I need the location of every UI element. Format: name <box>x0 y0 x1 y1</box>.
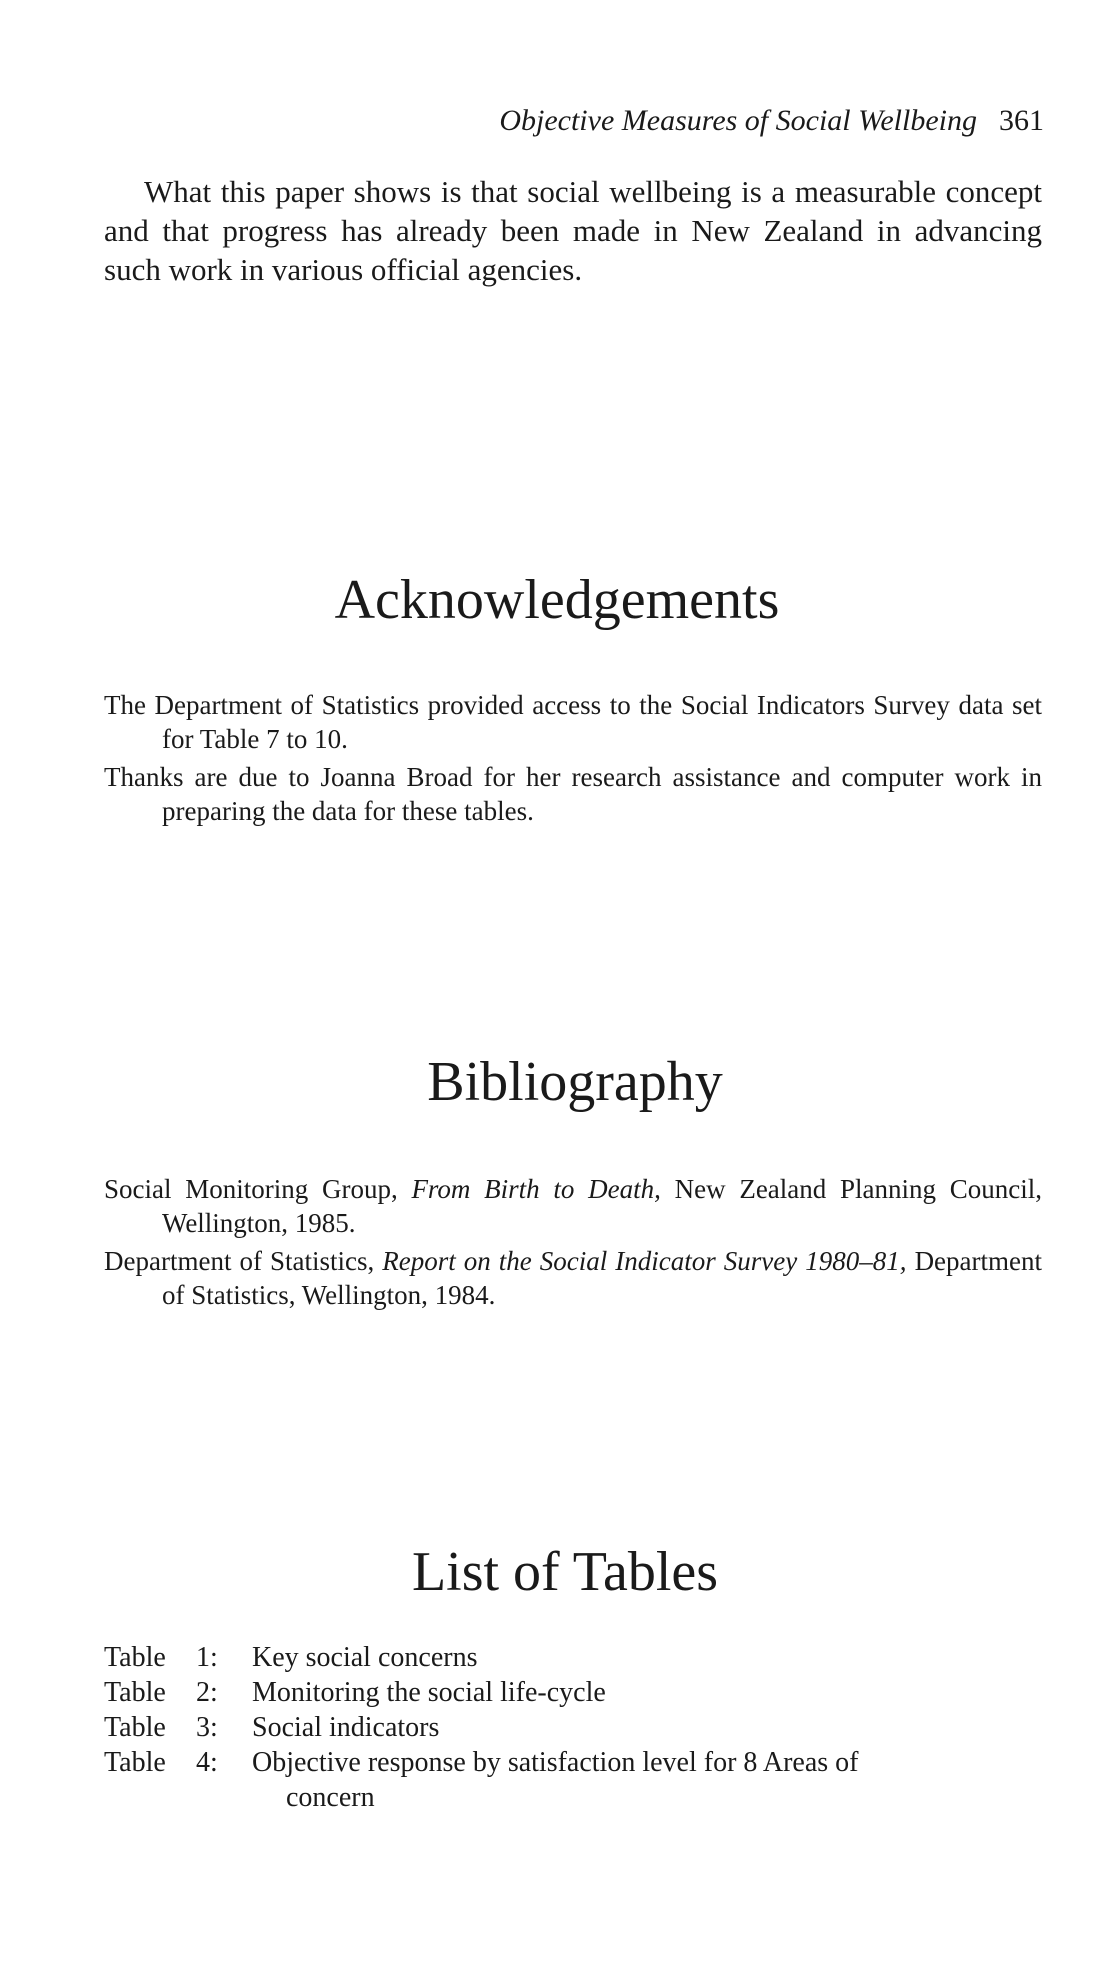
bib-publication: New Zealand Planning Council, Wellington, 1985. <box>162 1174 1042 1238</box>
page-number: 361 <box>999 104 1044 137</box>
table-list-item <box>104 1710 1004 1745</box>
table-number: 2: <box>196 1677 218 1708</box>
bib-author: Department of Statistics, <box>104 1246 375 1276</box>
bibliography-list <box>104 1172 1042 1316</box>
table-list-item <box>104 1640 1004 1675</box>
running-title: Objective Measures of Social Wellbeing <box>499 104 977 137</box>
table-number: 1: <box>196 1642 218 1673</box>
table-description: Social indicators <box>252 1712 440 1743</box>
bib-publication: Department of Statistics, Wellington, 1984. <box>162 1246 1043 1310</box>
table-number: 4: <box>196 1747 218 1778</box>
acknowledgement-entry: Thanks are due to Joanna Broad for her research assistance and computer work in preparing the data for these tables. <box>104 762 1042 826</box>
table-list-item <box>104 1675 1004 1710</box>
acknowledgements-list <box>104 688 1042 832</box>
table-label: Table <box>104 1747 166 1778</box>
acknowledgement-entry: The Department of Statistics provided access to the Social Indicators Survey data set for Table 7 to 10. <box>104 690 1042 754</box>
running-header <box>499 104 1044 138</box>
table-number: 3: <box>196 1712 218 1743</box>
bib-author: Social Monitoring Group, <box>104 1174 398 1204</box>
table-label: Table <box>104 1712 166 1743</box>
bibliography-entry <box>104 1244 1042 1312</box>
acknowledgements-heading: Acknowledgements <box>334 569 780 631</box>
table-label: Table <box>104 1642 166 1673</box>
bibliography-heading: Bibliography <box>427 1051 723 1113</box>
list-of-tables <box>104 1640 1004 1815</box>
table-description: Monitoring the social life-cycle <box>252 1677 606 1708</box>
table-description: Objective response by satisfaction level for 8 Areas of <box>252 1747 859 1778</box>
list-of-tables-heading: List of Tables <box>411 1541 719 1603</box>
bib-title: Report on the Social Indicator Survey 1980–81, <box>382 1246 907 1276</box>
bibliography-entry <box>104 1172 1042 1240</box>
table-list-item <box>104 1745 1004 1815</box>
intro-paragraph: What this paper shows is that social wellbeing is a measurable concept and that progress has already been made in New Zealand in advancing such work in various official agencies. <box>104 174 1042 287</box>
table-description: Key social concerns <box>252 1642 478 1673</box>
table-description-continued: concern <box>286 1782 375 1813</box>
table-label: Table <box>104 1677 166 1708</box>
bib-title: From Birth to Death, <box>411 1174 661 1204</box>
